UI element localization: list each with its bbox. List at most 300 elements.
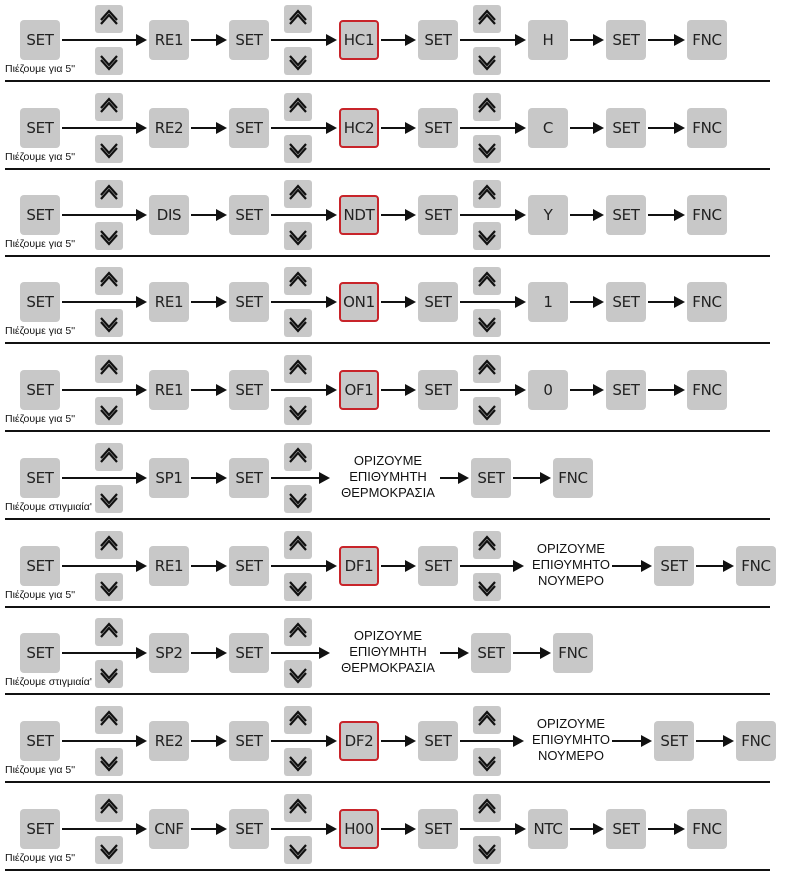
press-note: Πιέζουμε στιγμιαία' bbox=[5, 676, 92, 688]
down-button[interactable] bbox=[284, 660, 312, 688]
chevron-up-icon bbox=[284, 355, 312, 383]
up-button[interactable] bbox=[95, 180, 123, 208]
step-box-set[interactable]: SET bbox=[418, 370, 458, 410]
step-box-set[interactable]: SET bbox=[606, 195, 646, 235]
connector-arrow-head bbox=[593, 122, 604, 134]
step-box-set[interactable]: SET bbox=[229, 721, 269, 761]
connector-arrow-head bbox=[458, 472, 469, 484]
connector-arrow-head bbox=[405, 560, 416, 572]
step-box-set[interactable]: SET bbox=[20, 282, 60, 322]
step-box-set[interactable]: SET bbox=[20, 633, 60, 673]
up-button[interactable] bbox=[284, 267, 312, 295]
chevron-up-icon bbox=[284, 180, 312, 208]
row-separator bbox=[5, 255, 770, 257]
connector-arrow-head bbox=[216, 122, 227, 134]
connector-arrow-line bbox=[648, 127, 675, 129]
down-button[interactable] bbox=[284, 748, 312, 776]
step-box-fnc[interactable]: FNC bbox=[687, 282, 727, 322]
step-box-set[interactable]: SET bbox=[229, 370, 269, 410]
instruction-line: ΟΡΙΖΟΥΜΕ bbox=[353, 628, 423, 643]
connector-arrow-line bbox=[191, 565, 217, 567]
up-button[interactable] bbox=[284, 706, 312, 734]
step-box-set[interactable]: SET bbox=[606, 20, 646, 60]
step-box-re1[interactable]: RE1 bbox=[149, 370, 189, 410]
connector-arrow-line bbox=[271, 301, 327, 303]
down-button[interactable] bbox=[473, 397, 501, 425]
step-box-1[interactable]: 1 bbox=[528, 282, 568, 322]
step-box-h[interactable]: H bbox=[528, 20, 568, 60]
down-button[interactable] bbox=[473, 135, 501, 163]
up-button[interactable] bbox=[473, 180, 501, 208]
chevron-up-icon bbox=[95, 794, 123, 822]
connector-arrow-line bbox=[570, 389, 594, 391]
connector-arrow-head bbox=[405, 384, 416, 396]
connector-arrow-line bbox=[62, 565, 137, 567]
connector-arrow-line bbox=[62, 301, 137, 303]
chevron-down-icon bbox=[284, 135, 312, 163]
connector-arrow-head bbox=[674, 122, 685, 134]
chevron-up-icon bbox=[473, 706, 501, 734]
step-box-set[interactable]: SET bbox=[654, 546, 694, 586]
connector-arrow-head bbox=[326, 823, 337, 835]
chevron-down-icon bbox=[95, 397, 123, 425]
connector-arrow-head bbox=[216, 647, 227, 659]
chevron-down-icon bbox=[95, 748, 123, 776]
chevron-down-icon bbox=[284, 397, 312, 425]
connector-arrow-line bbox=[62, 652, 137, 654]
chevron-up-icon bbox=[95, 618, 123, 646]
down-button[interactable] bbox=[473, 222, 501, 250]
step-box-set[interactable]: SET bbox=[471, 458, 511, 498]
down-button[interactable] bbox=[473, 47, 501, 75]
connector-arrow-line bbox=[271, 565, 327, 567]
step-box-set[interactable]: SET bbox=[471, 633, 511, 673]
chevron-up-icon bbox=[95, 267, 123, 295]
up-button[interactable] bbox=[284, 531, 312, 559]
step-box-df1[interactable]: DF1 bbox=[339, 546, 379, 586]
row-separator bbox=[5, 342, 770, 344]
down-button[interactable] bbox=[473, 309, 501, 337]
step-box-set[interactable]: SET bbox=[418, 195, 458, 235]
down-button[interactable] bbox=[95, 309, 123, 337]
instruction-line: ΘΕΡΜΟΚΡΑΣΙΑ bbox=[341, 660, 435, 675]
row-separator bbox=[5, 430, 770, 432]
chevron-down-icon bbox=[473, 47, 501, 75]
step-box-re1[interactable]: RE1 bbox=[149, 282, 189, 322]
press-note: Πιέζουμε για 5'' bbox=[5, 413, 76, 425]
down-button[interactable] bbox=[284, 135, 312, 163]
connector-arrow-line bbox=[696, 565, 724, 567]
connector-arrow-head bbox=[326, 384, 337, 396]
step-box-fnc[interactable]: FNC bbox=[687, 370, 727, 410]
chevron-up-icon bbox=[284, 618, 312, 646]
step-box-fnc[interactable]: FNC bbox=[687, 809, 727, 849]
down-button[interactable] bbox=[95, 836, 123, 864]
row-separator bbox=[5, 781, 770, 783]
connector-arrow-head bbox=[515, 296, 526, 308]
step-box-set[interactable]: SET bbox=[654, 721, 694, 761]
connector-arrow-head bbox=[540, 472, 551, 484]
chevron-up-icon bbox=[284, 93, 312, 121]
connector-arrow-line bbox=[62, 740, 137, 742]
instruction-line: ΟΡΙΖΟΥΜΕ bbox=[353, 453, 423, 468]
chevron-up-icon bbox=[473, 93, 501, 121]
row-separator bbox=[5, 518, 770, 520]
connector-arrow-head bbox=[593, 209, 604, 221]
instruction-line: ΝΟΥΜΕΡΟ bbox=[537, 748, 605, 763]
connector-arrow-line bbox=[648, 389, 675, 391]
step-box-set[interactable]: SET bbox=[20, 458, 60, 498]
connector-arrow-line bbox=[460, 740, 514, 742]
step-box-fnc[interactable]: FNC bbox=[736, 546, 776, 586]
connector-arrow-head bbox=[405, 122, 416, 134]
connector-arrow-line bbox=[648, 39, 675, 41]
down-button[interactable] bbox=[284, 309, 312, 337]
down-button[interactable] bbox=[95, 748, 123, 776]
press-note: Πιέζουμε για 5'' bbox=[5, 852, 76, 864]
step-box-set[interactable]: SET bbox=[418, 108, 458, 148]
connector-arrow-head bbox=[216, 735, 227, 747]
connector-arrow-head bbox=[641, 735, 652, 747]
step-box-set[interactable]: SET bbox=[229, 546, 269, 586]
chevron-down-icon bbox=[473, 836, 501, 864]
connector-arrow-head bbox=[216, 296, 227, 308]
connector-arrow-head bbox=[515, 34, 526, 46]
connector-arrow-head bbox=[405, 735, 416, 747]
connector-arrow-head bbox=[326, 296, 337, 308]
up-button[interactable] bbox=[284, 443, 312, 471]
press-note: Πιέζουμε για 5'' bbox=[5, 325, 76, 337]
up-button[interactable] bbox=[473, 267, 501, 295]
step-box-y[interactable]: Y bbox=[528, 195, 568, 235]
connector-arrow-line bbox=[460, 39, 516, 41]
connector-arrow-head bbox=[216, 209, 227, 221]
instruction-line: ΝΟΥΜΕΡΟ bbox=[537, 573, 605, 588]
up-button[interactable] bbox=[95, 443, 123, 471]
instruction-line: ΟΡΙΖΟΥΜΕ bbox=[536, 716, 606, 731]
chevron-down-icon bbox=[95, 309, 123, 337]
connector-arrow-head bbox=[319, 647, 330, 659]
connector-arrow-line bbox=[191, 301, 217, 303]
step-box-set[interactable]: SET bbox=[229, 458, 269, 498]
up-button[interactable] bbox=[473, 794, 501, 822]
chevron-down-icon bbox=[95, 135, 123, 163]
connector-arrow-line bbox=[381, 39, 406, 41]
connector-arrow-line bbox=[513, 477, 541, 479]
up-button[interactable] bbox=[473, 93, 501, 121]
step-box-re2[interactable]: RE2 bbox=[149, 721, 189, 761]
connector-arrow-head bbox=[674, 384, 685, 396]
step-box-re2[interactable]: RE2 bbox=[149, 108, 189, 148]
up-button[interactable] bbox=[95, 267, 123, 295]
up-button[interactable] bbox=[95, 531, 123, 559]
connector-arrow-line bbox=[513, 652, 541, 654]
step-box-set[interactable]: SET bbox=[418, 282, 458, 322]
step-box-set[interactable]: SET bbox=[20, 20, 60, 60]
connector-arrow-head bbox=[326, 122, 337, 134]
up-button[interactable] bbox=[95, 93, 123, 121]
step-box-fnc[interactable]: FNC bbox=[687, 20, 727, 60]
step-box-hc1[interactable]: HC1 bbox=[339, 20, 379, 60]
connector-arrow-line bbox=[271, 214, 327, 216]
down-button[interactable] bbox=[284, 485, 312, 513]
connector-arrow-line bbox=[191, 127, 217, 129]
chevron-down-icon bbox=[473, 573, 501, 601]
connector-arrow-line bbox=[460, 828, 516, 830]
down-button[interactable] bbox=[95, 397, 123, 425]
step-box-set[interactable]: SET bbox=[20, 546, 60, 586]
step-box-set[interactable]: SET bbox=[229, 809, 269, 849]
step-box-df2[interactable]: DF2 bbox=[339, 721, 379, 761]
connector-arrow-line bbox=[460, 127, 516, 129]
up-button[interactable] bbox=[284, 618, 312, 646]
row-separator bbox=[5, 869, 770, 871]
instruction-text bbox=[341, 453, 435, 501]
step-box-set[interactable]: SET bbox=[20, 370, 60, 410]
row-separator bbox=[5, 693, 770, 695]
chevron-up-icon bbox=[95, 5, 123, 33]
step-box-re1[interactable]: RE1 bbox=[149, 546, 189, 586]
connector-arrow-head bbox=[641, 560, 652, 572]
down-button[interactable] bbox=[95, 222, 123, 250]
step-box-set[interactable]: SET bbox=[20, 195, 60, 235]
connector-arrow-head bbox=[136, 209, 147, 221]
step-box-ndt[interactable]: NDT bbox=[339, 195, 379, 235]
connector-arrow-head bbox=[593, 296, 604, 308]
up-button[interactable] bbox=[284, 180, 312, 208]
press-note: Πιέζουμε για 5'' bbox=[5, 63, 76, 75]
connector-arrow-head bbox=[326, 560, 337, 572]
step-box-set[interactable]: SET bbox=[606, 282, 646, 322]
down-button[interactable] bbox=[284, 836, 312, 864]
connector-arrow-line bbox=[381, 828, 406, 830]
instruction-text bbox=[532, 541, 610, 589]
chevron-down-icon bbox=[473, 222, 501, 250]
connector-arrow-line bbox=[648, 301, 675, 303]
connector-arrow-line bbox=[570, 214, 594, 216]
step-box-set[interactable]: SET bbox=[20, 721, 60, 761]
step-box-set[interactable]: SET bbox=[606, 809, 646, 849]
step-box-set[interactable]: SET bbox=[20, 809, 60, 849]
up-button[interactable] bbox=[284, 355, 312, 383]
connector-arrow-head bbox=[216, 472, 227, 484]
step-box-sp2[interactable]: SP2 bbox=[149, 633, 189, 673]
chevron-up-icon bbox=[473, 5, 501, 33]
connector-arrow-line bbox=[440, 477, 459, 479]
instruction-line: ΟΡΙΖΟΥΜΕ bbox=[536, 541, 606, 556]
up-button[interactable] bbox=[284, 794, 312, 822]
press-note: Πιέζουμε στιγμιαία' bbox=[5, 501, 92, 513]
chevron-up-icon bbox=[284, 706, 312, 734]
step-box-re1[interactable]: RE1 bbox=[149, 20, 189, 60]
step-box-fnc[interactable]: FNC bbox=[687, 195, 727, 235]
down-button[interactable] bbox=[473, 836, 501, 864]
step-box-set[interactable]: SET bbox=[606, 108, 646, 148]
step-box-fnc[interactable]: FNC bbox=[553, 633, 593, 673]
down-button[interactable] bbox=[473, 573, 501, 601]
step-box-set[interactable]: SET bbox=[229, 20, 269, 60]
instruction-line: ΕΠΙΘΥΜΗΤΟ bbox=[531, 557, 611, 572]
step-box-set[interactable]: SET bbox=[418, 721, 458, 761]
down-button[interactable] bbox=[95, 47, 123, 75]
connector-arrow-line bbox=[460, 214, 516, 216]
chevron-up-icon bbox=[473, 355, 501, 383]
connector-arrow-head bbox=[593, 384, 604, 396]
chevron-up-icon bbox=[473, 794, 501, 822]
connector-arrow-head bbox=[513, 560, 524, 572]
connector-arrow-head bbox=[405, 34, 416, 46]
chevron-down-icon bbox=[95, 47, 123, 75]
connector-arrow-line bbox=[62, 214, 137, 216]
up-button[interactable] bbox=[284, 93, 312, 121]
connector-arrow-head bbox=[216, 384, 227, 396]
up-button[interactable] bbox=[284, 5, 312, 33]
press-note: Πιέζουμε για 5'' bbox=[5, 151, 76, 163]
step-box-set[interactable]: SET bbox=[606, 370, 646, 410]
connector-arrow-line bbox=[271, 389, 327, 391]
chevron-up-icon bbox=[284, 531, 312, 559]
down-button[interactable] bbox=[284, 47, 312, 75]
connector-arrow-line bbox=[612, 565, 642, 567]
connector-arrow-line bbox=[191, 652, 217, 654]
step-box-fnc[interactable]: FNC bbox=[736, 721, 776, 761]
chevron-down-icon bbox=[473, 309, 501, 337]
connector-arrow-head bbox=[515, 384, 526, 396]
connector-arrow-head bbox=[674, 823, 685, 835]
chevron-down-icon bbox=[473, 748, 501, 776]
row-separator bbox=[5, 606, 770, 608]
chevron-down-icon bbox=[284, 485, 312, 513]
connector-arrow-head bbox=[136, 384, 147, 396]
connector-arrow-head bbox=[515, 823, 526, 835]
down-button[interactable] bbox=[95, 135, 123, 163]
connector-arrow-line bbox=[191, 389, 217, 391]
connector-arrow-line bbox=[381, 565, 406, 567]
up-button[interactable] bbox=[95, 5, 123, 33]
instruction-line: ΕΠΙΘΥΜΗΤΗ bbox=[349, 469, 427, 484]
connector-arrow-line bbox=[612, 740, 642, 742]
step-box-ntc[interactable]: NTC bbox=[528, 809, 568, 849]
up-button[interactable] bbox=[473, 706, 501, 734]
up-button[interactable] bbox=[95, 355, 123, 383]
up-button[interactable] bbox=[473, 355, 501, 383]
step-box-set[interactable]: SET bbox=[229, 633, 269, 673]
down-button[interactable] bbox=[95, 660, 123, 688]
step-box-set[interactable]: SET bbox=[418, 546, 458, 586]
connector-arrow-head bbox=[216, 560, 227, 572]
down-button[interactable] bbox=[284, 573, 312, 601]
down-button[interactable] bbox=[473, 748, 501, 776]
step-box-cnf[interactable]: CNF bbox=[149, 809, 189, 849]
up-button[interactable] bbox=[473, 531, 501, 559]
connector-arrow-line bbox=[271, 828, 327, 830]
connector-arrow-line bbox=[271, 740, 327, 742]
down-button[interactable] bbox=[284, 397, 312, 425]
connector-arrow-line bbox=[271, 652, 320, 654]
chevron-down-icon bbox=[284, 47, 312, 75]
up-button[interactable] bbox=[95, 794, 123, 822]
connector-arrow-line bbox=[570, 39, 594, 41]
connector-arrow-line bbox=[191, 477, 217, 479]
chevron-up-icon bbox=[473, 531, 501, 559]
connector-arrow-line bbox=[191, 214, 217, 216]
step-box-set[interactable]: SET bbox=[20, 108, 60, 148]
connector-arrow-head bbox=[136, 122, 147, 134]
chevron-down-icon bbox=[284, 573, 312, 601]
chevron-up-icon bbox=[284, 267, 312, 295]
step-box-set[interactable]: SET bbox=[418, 20, 458, 60]
step-box-h00[interactable]: H00 bbox=[339, 809, 379, 849]
step-box-set[interactable]: SET bbox=[418, 809, 458, 849]
up-button[interactable] bbox=[95, 706, 123, 734]
chevron-down-icon bbox=[284, 836, 312, 864]
connector-arrow-line bbox=[62, 828, 137, 830]
step-box-sp1[interactable]: SP1 bbox=[149, 458, 189, 498]
instruction-line: ΕΠΙΘΥΜΗΤΟ bbox=[531, 732, 611, 747]
press-note: Πιέζουμε για 5'' bbox=[5, 764, 76, 776]
press-note: Πιέζουμε για 5'' bbox=[5, 238, 76, 250]
connector-arrow-head bbox=[326, 209, 337, 221]
connector-arrow-head bbox=[540, 647, 551, 659]
up-button[interactable] bbox=[473, 5, 501, 33]
instruction-text bbox=[532, 716, 610, 764]
connector-arrow-head bbox=[405, 209, 416, 221]
step-box-dis[interactable]: DIS bbox=[149, 195, 189, 235]
chevron-up-icon bbox=[284, 794, 312, 822]
connector-arrow-line bbox=[460, 301, 516, 303]
up-button[interactable] bbox=[95, 618, 123, 646]
connector-arrow-head bbox=[515, 209, 526, 221]
chevron-up-icon bbox=[95, 443, 123, 471]
row-separator bbox=[5, 80, 770, 82]
connector-arrow-head bbox=[674, 209, 685, 221]
step-box-c[interactable]: C bbox=[528, 108, 568, 148]
step-box-0[interactable]: 0 bbox=[528, 370, 568, 410]
chevron-down-icon bbox=[95, 222, 123, 250]
chevron-up-icon bbox=[95, 531, 123, 559]
row-separator bbox=[5, 168, 770, 170]
step-box-set[interactable]: SET bbox=[229, 282, 269, 322]
step-box-hc2[interactable]: HC2 bbox=[339, 108, 379, 148]
chevron-up-icon bbox=[473, 267, 501, 295]
down-button[interactable] bbox=[95, 573, 123, 601]
step-box-set[interactable]: SET bbox=[229, 108, 269, 148]
step-box-of1[interactable]: OF1 bbox=[339, 370, 379, 410]
step-box-on1[interactable]: ON1 bbox=[339, 282, 379, 322]
connector-arrow-line bbox=[191, 39, 217, 41]
connector-arrow-line bbox=[570, 127, 594, 129]
step-box-fnc[interactable]: FNC bbox=[553, 458, 593, 498]
connector-arrow-head bbox=[723, 560, 734, 572]
instruction-text bbox=[341, 628, 435, 676]
chevron-down-icon bbox=[284, 222, 312, 250]
connector-arrow-head bbox=[136, 34, 147, 46]
connector-arrow-line bbox=[271, 477, 320, 479]
connector-arrow-line bbox=[696, 740, 724, 742]
connector-arrow-head bbox=[136, 560, 147, 572]
connector-arrow-line bbox=[460, 389, 516, 391]
connector-arrow-head bbox=[319, 472, 330, 484]
chevron-up-icon bbox=[284, 5, 312, 33]
step-box-set[interactable]: SET bbox=[229, 195, 269, 235]
connector-arrow-line bbox=[191, 740, 217, 742]
down-button[interactable] bbox=[95, 485, 123, 513]
connector-arrow-line bbox=[62, 477, 137, 479]
chevron-down-icon bbox=[95, 836, 123, 864]
chevron-up-icon bbox=[95, 706, 123, 734]
down-button[interactable] bbox=[284, 222, 312, 250]
step-box-fnc[interactable]: FNC bbox=[687, 108, 727, 148]
